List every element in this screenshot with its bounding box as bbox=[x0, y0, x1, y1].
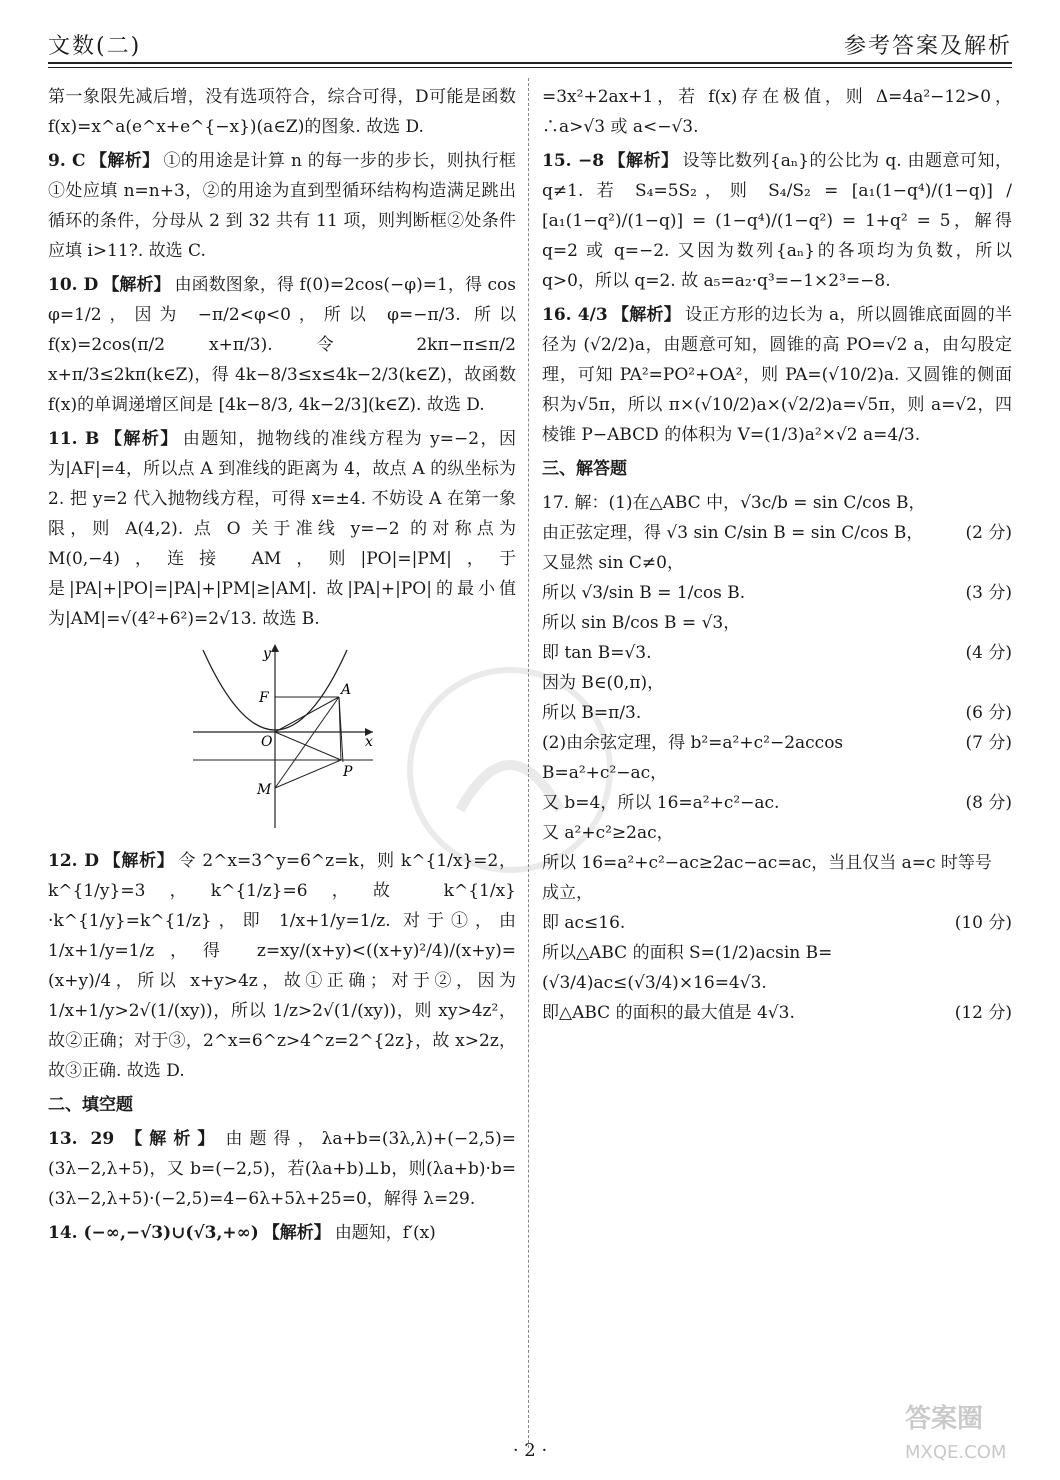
q17-step-score bbox=[1002, 548, 1012, 578]
q17-step-score: (2 分) bbox=[965, 523, 1012, 543]
answer-text: 第一象限先减后增，没有选项符合，综合可得，D可能是函数 f(x)=x^a(e^x+e^{−x})(a∈Z)的图象. 故选 D. bbox=[48, 87, 516, 137]
answer-number: 13. 29 bbox=[48, 1129, 115, 1149]
q17-step-text: 即△ABC 的面积的最大值是 4√3. bbox=[542, 1003, 795, 1023]
answer-9 bbox=[48, 146, 516, 266]
q17-step-text: 又显然 sin C≠0， bbox=[542, 553, 684, 573]
label-y: y bbox=[263, 646, 271, 662]
answer-14-cont bbox=[542, 82, 1012, 142]
q17-steps bbox=[542, 518, 1012, 1028]
q17-step-score bbox=[1002, 938, 1012, 998]
q17-step bbox=[542, 608, 1012, 638]
label-F: F bbox=[259, 690, 269, 706]
q17-step-text: 又 b=4，所以 16=a²+c²−ac. bbox=[542, 793, 780, 813]
left-column bbox=[48, 82, 516, 1252]
answer-number: 10. D bbox=[48, 275, 99, 295]
analysis-tag: 【解析】 bbox=[118, 1129, 222, 1149]
answer-number: 14. (−∞,−√3)∪(√3,+∞) bbox=[48, 1223, 259, 1243]
q17-step-text: 由正弦定理，得 √3 sin C/sin B = sin C/cos B， bbox=[542, 523, 924, 543]
q17-step-score bbox=[1002, 818, 1012, 848]
answer-8-cont bbox=[48, 82, 516, 142]
q17-step-score: (8 分) bbox=[965, 793, 1012, 813]
section-heading-solutions: 三、解答题 bbox=[542, 459, 627, 479]
answer-text: 令 2^x=3^y=6^z=k，则 k^{1/x}=2，k^{1/y}=3，k^{1/z}=6，故 k^{1/x}·k^{1/y}=k^{1/z}，即 1/x+1/y=1/z. 对于①，由 1/x+1/y=1/z，得 z=xy/(x+y)<((x+y)²/4)/(x+y)=(x+y)/4，所以 x+y>4z，故①正确；对于②，因为 1/x+1/y>2√(1/(xy))，所以 1/z>2√(1/(xy))，则 xy>4z²，故②正确；对于③，2^x=6^z>4^z=2^{2z}，故 x>2z，故③正确. 故选 D. bbox=[48, 851, 516, 1081]
answer-number: 15. −8 bbox=[542, 151, 605, 171]
label-M: M bbox=[257, 782, 272, 798]
header-subject: 文数(二) bbox=[48, 34, 142, 59]
header-rule bbox=[48, 62, 1012, 68]
answer-text: 由题知，f′(x) bbox=[334, 1223, 436, 1243]
answer-number: 16. 4/3 bbox=[542, 305, 608, 325]
answer-17 bbox=[542, 488, 1012, 1028]
analysis-tag: 【解析】 bbox=[262, 1223, 331, 1243]
q17-step-text: 所以 sin B/cos B = √3， bbox=[542, 613, 741, 633]
answer-text: 由题得，λa+b=(3λ,λ)+(−2,5)=(3λ−2,λ+5)，又 b=(−2,5)，若(λa+b)⊥b，则(λa+b)·b=(3λ−2,λ+5)·(−2,5)=4−6λ+5λ+25=0，解得 λ=29. bbox=[48, 1129, 516, 1209]
q17-step-text: 即 tan B=√3. bbox=[542, 643, 652, 663]
label-P: P bbox=[343, 764, 353, 780]
answer-text: 设等比数列{aₙ}的公比为 q. 由题意可知，q≠1. 若 S₄=5S₂，则 S₄/S₂ = [a₁(1−q⁴)/(1−q)] / [a₁(1−q²)/(1−q)] = (1−q⁴)/(1−q²) = 1+q² = 5，解得 q=2 或 q=−2. 又因为数列{aₙ}的各项均为负数，所以 q>0，所以 q=2. 故 a₅=a₂·q³=−1×2³=−8. bbox=[542, 151, 1012, 291]
q17-step-text: 所以 16=a²+c²−ac≥2ac−ac=ac，当且仅当 a=c 时等号成立， bbox=[542, 853, 992, 903]
label-x: x bbox=[365, 734, 373, 750]
q17-step-text: 所以 √3/sin B = 1/cos B. bbox=[542, 583, 746, 603]
q17-step-score: (7 分) bbox=[965, 733, 1012, 753]
answer-text: 设正方形的边长为 a，所以圆锥底面圆的半径为 (√2/2)a，由题意可知，圆锥的高 PO=√2 a，由勾股定理，可知 PA²=PO²+OA²，则 PA=(√10/2)a. 又圆锥的侧面积为√5π，所以 π×(√10/2)a×(√2/2)a=√5π，则 a=√2，四棱锥 P−ABCD 的体积为 V=(1/3)a²×√2 a=4/3. bbox=[542, 305, 1012, 445]
q17-step bbox=[542, 548, 1012, 578]
label-O: O bbox=[261, 734, 273, 750]
q17-step bbox=[542, 938, 1012, 998]
q17-step-text: 因为 B∈(0,π)， bbox=[542, 673, 665, 693]
q17-step bbox=[542, 788, 1012, 818]
q17-step bbox=[542, 908, 1012, 938]
answer-16 bbox=[542, 300, 1012, 450]
answer-15 bbox=[542, 146, 1012, 296]
q17-step-score: (12 分) bbox=[954, 1003, 1012, 1023]
answer-12 bbox=[48, 846, 516, 1086]
q17-step-score bbox=[1002, 608, 1012, 638]
q17-step-score: (10 分) bbox=[954, 913, 1012, 933]
answer-number: 12. D bbox=[48, 851, 99, 871]
q17-step bbox=[542, 848, 1012, 908]
answer-text: ①的用途是计算 n 的每一步的步长，则执行框①处应填 n=n+3，②的用途为直到型循环结构构造满足跳出循环的条件，分母从 2 到 32 共有 11 项，则判断框②处条件应填 i>11?. 故选 C. bbox=[48, 151, 517, 261]
segment-OA bbox=[275, 697, 339, 732]
analysis-tag: 【解析】 bbox=[89, 151, 160, 171]
q17-step-text: 即 ac≤16. bbox=[542, 913, 626, 933]
answer-11 bbox=[48, 424, 516, 634]
q17-step-text: (2)由余弦定理，得 b²=a²+c²−2accos B=a²+c²−ac， bbox=[542, 733, 844, 783]
watermark-logo-text: 答案圈 bbox=[905, 1404, 984, 1434]
answer-14 bbox=[48, 1218, 516, 1248]
parabola-figure bbox=[193, 640, 516, 840]
y-axis-arrow bbox=[271, 644, 279, 652]
q17-step bbox=[542, 578, 1012, 608]
parabola-diagram bbox=[193, 640, 383, 830]
q17-step bbox=[542, 518, 1012, 548]
q17-step-score bbox=[1002, 668, 1012, 698]
q17-step bbox=[542, 818, 1012, 848]
watermark-url: MXQE.COM bbox=[905, 1442, 1007, 1463]
answer-number: 11. B bbox=[48, 429, 100, 449]
q17-step-text: 又 a²+c²≥2ac， bbox=[542, 823, 674, 843]
page-number: · 2 · bbox=[512, 1440, 548, 1461]
answer-text: 由函数图象，得 f(0)=2cos(−φ)=1，得 cos φ=1/2，因为 −π/2<φ<0，所以 φ=−π/3. 所以 f(x)=2cos(π/2 x+π/3). 令 2kπ−π≤π/2 x+π/3≤2kπ(k∈Z)，得 4k−8/3≤x≤4k−2/3(k∈Z)，故函数 f(x)的单调递增区间是 [4k−8/3, 4k−2/3](k∈Z). 故选 D. bbox=[48, 275, 516, 415]
label-A: A bbox=[341, 682, 352, 698]
analysis-tag: 【解析】 bbox=[611, 305, 682, 325]
header-title: 参考答案及解析 bbox=[843, 34, 1012, 59]
q17-step-score: (3 分) bbox=[965, 583, 1012, 603]
section-heading-fill-in: 二、填空题 bbox=[48, 1095, 133, 1115]
analysis-tag: 【解析】 bbox=[102, 275, 171, 295]
answer-13 bbox=[48, 1124, 516, 1214]
site-watermark bbox=[905, 1398, 1045, 1468]
right-column bbox=[542, 82, 1012, 1032]
q17-step-score: (6 分) bbox=[965, 703, 1012, 723]
page-header bbox=[48, 20, 1012, 60]
answer-10 bbox=[48, 270, 516, 420]
q17-step-score bbox=[1002, 848, 1012, 908]
q17-step-text: 所以△ABC 的面积 S=(1/2)acsin B=(√3/4)ac≤(√3/4)×16=4√3. bbox=[542, 943, 833, 993]
column-divider bbox=[528, 78, 529, 1448]
q17-step bbox=[542, 668, 1012, 698]
analysis-tag: 【解析】 bbox=[103, 429, 179, 449]
q17-step bbox=[542, 998, 1012, 1028]
analysis-tag: 【解析】 bbox=[608, 151, 679, 171]
q17-step-text: 所以 B=π/3. bbox=[542, 703, 642, 723]
q17-step bbox=[542, 728, 1012, 788]
q17-intro: 17. 解：(1)在△ABC 中，√3c/b = sin C/cos B， bbox=[542, 493, 926, 513]
q17-step bbox=[542, 638, 1012, 668]
answer-number: 9. C bbox=[48, 151, 86, 171]
segment-OP bbox=[275, 732, 341, 760]
answer-text: 由题知，抛物线的准线方程为 y=−2，因为|AF|=4，所以点 A 到准线的距离为 4，故点 A 的纵坐标为 2. 把 y=2 代入抛物线方程，可得 x=±4. 不妨设 A 在第一象限，则 A(4,2). 点 O 关于准线 y=−2 的对称点为 M(0,−4)，连接 AM，则|PO|=|PM|，于是|PA|+|PO|=|PA|+|PM|≥|AM|. 故|PA|+|PO|的最小值为|AM|=√(4²+6²)=2√13. 故选 B. bbox=[48, 429, 517, 629]
q17-step-score: (4 分) bbox=[965, 643, 1012, 663]
analysis-tag: 【解析】 bbox=[102, 851, 175, 871]
answer-text: =3x²+2ax+1，若 f(x)存在极值，则 Δ=4a²−12>0，∴a>√3 或 a<−√3. bbox=[542, 87, 1012, 137]
q17-step bbox=[542, 698, 1012, 728]
